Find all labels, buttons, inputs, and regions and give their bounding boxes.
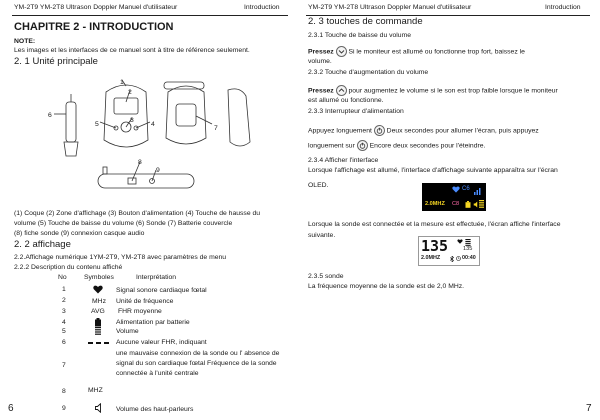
- right-page-number: 7: [586, 403, 592, 414]
- p3-line2: [308, 140, 485, 151]
- section-main-unit: 2. 1 Unité principale: [14, 56, 98, 67]
- dashes-icon: [88, 342, 110, 345]
- oled-standby-screen: [422, 183, 486, 211]
- oled1-avg: C8: [452, 201, 460, 207]
- section-keys: 2. 3 touches de commande: [308, 16, 423, 27]
- volume-bars-icon: [465, 239, 471, 246]
- table-row-text: Volume des haut-parleurs: [116, 406, 194, 413]
- sub-2-3-4: 2.3.4 Afficher l'interface: [308, 157, 379, 164]
- probe-head: [64, 142, 78, 156]
- table-row-text: Alimentation par batterie: [116, 319, 190, 326]
- table-row-text: FHR moyenne: [118, 308, 162, 315]
- p3-d: Encore deux secondes pour l'éteindre.: [369, 142, 486, 150]
- table-row-text: Signal sonore cardiaque fœtal: [116, 287, 207, 294]
- note-text: Les images et les interfaces de ce manuel sont à titre de référence seulement.: [14, 47, 250, 54]
- signal-icon: [474, 187, 482, 195]
- table-row-no: 5: [62, 328, 66, 335]
- p4-line2: OLED.: [308, 182, 329, 189]
- table-row-symbol-text: AVG: [91, 308, 105, 315]
- p2-line2: est allumé ou fonctionne.: [308, 97, 384, 104]
- table-row-no: 4: [62, 319, 66, 326]
- table-row-text: Unité de fréquence: [116, 298, 174, 305]
- table-row-no: 9: [62, 405, 66, 412]
- caption-line-1: (1) Coque (2) Zone d'affichage (3) Bouton d'alimentation (4) Touche de hausse du: [14, 210, 261, 217]
- probe-body: [66, 102, 76, 142]
- p1-line2: volume.: [308, 58, 332, 65]
- table-header-symbols: Symboles: [84, 274, 114, 281]
- speaker-icon: [95, 403, 101, 413]
- chapter-title: CHAPITRE 2 - INTRODUCTION: [14, 21, 174, 33]
- callout-4: 4: [151, 121, 155, 128]
- oled2-avg: 135: [463, 246, 473, 252]
- note-label: NOTE:: [14, 38, 36, 45]
- p3-b: Deux secondes pour allumer l'écran, puis appuyez: [386, 127, 539, 135]
- oled2-fhr: 135: [421, 237, 449, 255]
- sub-2-2-2: 2.2.2 Description du contenu affiché: [14, 264, 123, 271]
- left-header-title: YM-2T9 YM-2T8 Ultrason Doppler Manuel d'utilisateur: [14, 4, 178, 11]
- p1-rest: Si le moniteur est allumé ou fonctionne trop fort, baissez le: [348, 48, 525, 56]
- table-row-text: une mauvaise connexion de la sonde ou l' absence de signal du son cardiaque fœtal Fréquence de la sonde connectée à l'unité centrale: [116, 350, 280, 377]
- sub-2-2-1: 2.2.Affichage numérique 1YM-2T9, YM-2T8 avec paramètres de menu: [14, 254, 227, 261]
- callout-8: 8: [138, 159, 142, 166]
- table-header-interpretation: Interprétation: [136, 274, 177, 281]
- callout-1: 1: [120, 79, 124, 86]
- p2-line1: [308, 85, 558, 96]
- callout-3: 3: [130, 117, 134, 124]
- battery-icon: [94, 318, 102, 327]
- docked-probe: [164, 82, 204, 89]
- caption-line-3: (8) fiche sonde (9) connexion casque audio: [14, 230, 145, 237]
- p1-line1: [308, 46, 525, 57]
- table-row-no: 2: [62, 297, 66, 304]
- p2-rest: pour augmentez le volume si le son est trop faible lorsque le moniteur: [348, 87, 558, 95]
- right-page: [300, 0, 600, 420]
- oled2-time: 00:40: [462, 255, 476, 261]
- p1-bold: Pressez: [308, 48, 334, 56]
- right-header-section: Introduction: [545, 4, 581, 11]
- power-key-icon: [357, 140, 368, 151]
- p3-line1: [308, 125, 539, 136]
- left-header-rule: [12, 15, 288, 16]
- oled1-mhz: 2.0MHZ: [425, 201, 445, 207]
- sub-2-3-3: 2.3.3 Interrupteur d'alimentation: [308, 108, 404, 115]
- table-row-symbol-text: MHZ: [88, 387, 103, 394]
- oled2-mhz: 2.0MHZ: [421, 255, 441, 261]
- callout-5: 5: [95, 121, 99, 128]
- volume-bars-icon: [95, 327, 101, 335]
- sub-2-3-5: 2.3.5 sonde: [308, 273, 344, 280]
- right-header-title: YM-2T9 YM-2T8 Ultrason Doppler Manuel d'utilisateur: [308, 4, 472, 11]
- callout-6: 6: [48, 112, 52, 119]
- unit-front: [104, 85, 148, 147]
- table-row-no: 6: [62, 339, 66, 346]
- unit-side: [228, 89, 250, 146]
- callout-7: 7: [214, 125, 218, 132]
- table-header-no: No: [58, 274, 67, 281]
- volume-up-key-icon: [336, 85, 347, 96]
- table-row-no: 3: [62, 308, 66, 315]
- unit-screen: [114, 98, 138, 114]
- p6: La fréquence moyenne de la sonde est de 2,0 MHz.: [308, 283, 465, 290]
- p3-c: longuement sur: [308, 142, 355, 150]
- clock-icon: [456, 256, 461, 261]
- p3-a: Appuyez longuement: [308, 127, 372, 135]
- oled1-top-num: C6: [462, 186, 470, 192]
- sub-2-3-1: 2.3.1 Touche de baisse du volume: [308, 32, 412, 39]
- bottom-plug: [103, 167, 107, 174]
- table-row-text: Aucune valeur FHR, indiquant: [116, 339, 207, 346]
- table-row-symbol-text: MHz: [92, 298, 106, 305]
- volume-bars-icon: [479, 200, 484, 208]
- p2-bold: Pressez: [308, 87, 334, 95]
- speaker-icon: [473, 201, 478, 208]
- left-header-section: Introduction: [244, 4, 280, 11]
- unit-rear: [166, 86, 206, 144]
- p5-line2: suivante.: [308, 232, 336, 239]
- heart-icon: [93, 285, 103, 294]
- sub-2-3-2: 2.3.2 Touche d'augmentation du volume: [308, 69, 429, 76]
- left-page-number: 6: [8, 403, 14, 414]
- callout-2: 2: [128, 89, 132, 96]
- table-row-no: 8: [62, 388, 66, 395]
- caption-line-2: volume (5) Touche de baisse du volume (6) Sonde (7) Batterie couvercle: [14, 220, 233, 227]
- power-key-icon: [374, 125, 385, 136]
- battery-cover: [176, 104, 196, 126]
- section-display: 2. 2 affichage: [14, 239, 71, 250]
- p4-line1: Lorsque l'affichage est allumé, l'interface d'affichage suivante apparaîtra sur l'écran: [308, 167, 558, 174]
- p5-line1: Lorsque la sonde est connectée et la mesure est effectuée, l'écran affiche l'interface: [308, 221, 561, 228]
- table-row-no: 7: [62, 362, 66, 369]
- unit-bottom: [98, 174, 194, 188]
- oled-measuring-screen: [418, 236, 480, 266]
- heart-icon: [452, 186, 460, 193]
- heart-icon: [457, 239, 463, 244]
- bluetooth-icon: [450, 256, 454, 262]
- table-row-no: 1: [62, 286, 66, 293]
- device-figure: [40, 72, 270, 202]
- volume-down-key-icon: [336, 46, 347, 57]
- table-row-text: Volume: [116, 328, 139, 335]
- callout-9: 9: [156, 167, 160, 174]
- battery-icon: [465, 201, 471, 208]
